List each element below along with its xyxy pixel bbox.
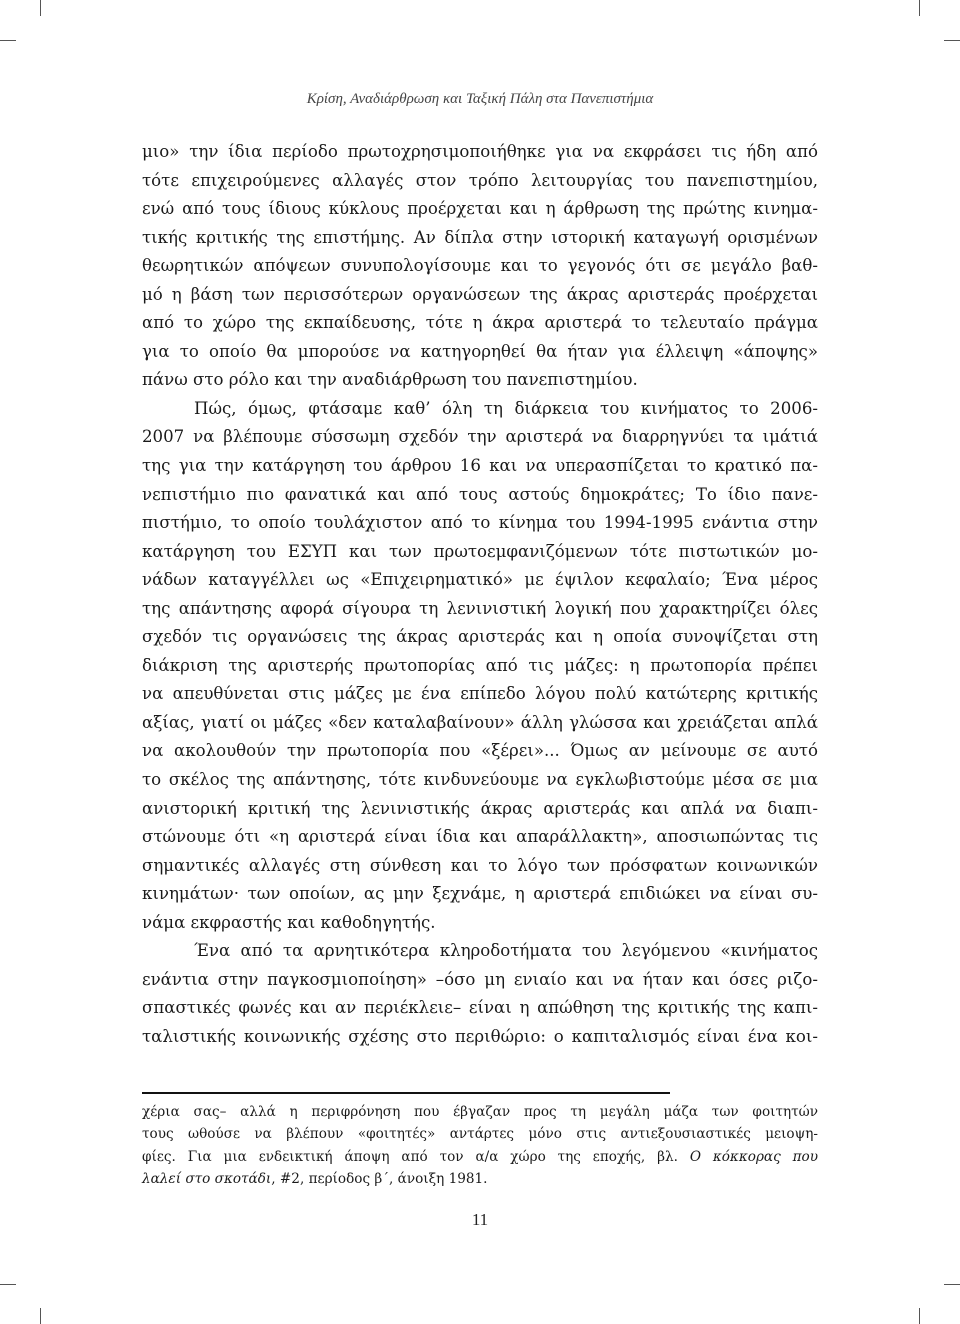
body-line: ταλιστικής κοινωνικής σχέσης στο περιθώριο: ο καπιταλισμός είναι ένα κοι-	[142, 1026, 818, 1046]
footnote-line	[142, 1146, 818, 1168]
body-line: ενάντια στην παγκοσμιοποίηση» –όσο μη ενιαίο και να ήταν και όσες ριζο-	[142, 969, 818, 989]
footnote-citation: , #2, περίοδος β΄, άνοιξη 1981.	[271, 1171, 488, 1188]
crop-mark-top-left	[40, 0, 41, 16]
footnote-title-italic-cont: λαλεί στο σκοτάδι	[142, 1171, 272, 1188]
crop-mark-top-right	[919, 0, 920, 16]
body-line: μό η βάση των περισσότερων οργανώσεων της άκρας αριστεράς προέρχεται	[142, 284, 818, 304]
body-line: νεπιστήμιο πιο φανατικά και από τους αστούς δημοκράτες; Το ίδιο πανε-	[142, 484, 818, 504]
footnote-line: χέρια σας– αλλά η περιφρόνηση που έβγαζαν προς τη μεγάλη μάζα των φοιτητών	[142, 1104, 818, 1120]
crop-mark-top-right-h	[944, 40, 960, 41]
body-text	[142, 138, 818, 1052]
body-line: σπαστικές φωνές και αν περιέκλειε– είναι η απώθηση της κριτικής της καπι-	[142, 998, 818, 1018]
body-line: κατάργηση του ΕΣΥΠ και των πρωτοεμφανιζόμενων τότε πιστωτικών μο-	[142, 541, 818, 561]
body-line: ενώ από τους ίδιους κύκλους προέρχεται και η άρθρωση της πρώτης κινημα-	[142, 199, 818, 219]
footnote-divider	[142, 1092, 670, 1094]
body-line: σημαντικές αλλαγές στη σύνθεση και το λόγο των πρόσφατων κοινωνικών	[142, 855, 818, 875]
crop-mark-bottom-left	[40, 1308, 41, 1324]
crop-mark-top-left-h	[0, 40, 16, 41]
body-line: ανιστορική κριτική της λενινιστικής άκρας αριστεράς και απλά να διαπι-	[142, 798, 818, 818]
crop-mark-bottom-right	[919, 1308, 920, 1324]
body-line: αξίας, γιατί οι μάζες «δεν καταλαβαίνουν» άλλη γλώσσα και χρειάζεται απλά	[142, 712, 818, 732]
footnote-line: τους ωθούσε να βλέπουν «φοιτητές» αντάρτες μόνο στις αντιεξουσιαστικές μειοψη-	[142, 1126, 818, 1143]
body-line: να απευθύνεται στις μάζες με ένα επίπεδο λόγου πολύ κατώτερης κριτικής	[142, 684, 818, 704]
body-line: νάδων καταγγέλλει ως «Επιχειρηματικό» με έψιλον κεφαλαίο; Ένα μέρος	[142, 570, 818, 590]
body-line: από το χώρο της εκπαίδευσης, τότε η άκρα αριστερά το τελευταίο πράγμα	[142, 313, 818, 333]
body-line: να ακολουθούν την πρωτοπορία που «ξέρει»... Όμως αν μείνουμε σε αυτό	[142, 741, 818, 761]
page-number: 11	[471, 1210, 489, 1229]
footnote-line-text: φίες. Για μια ενδεικτική άποψη από τον α/α χώρο της εποχής, βλ.	[142, 1148, 678, 1165]
body-line: 2007 να βλέπουμε σύσσωμη σχεδόν την αριστερά να διαρρηγνύει τα ιμάτιά	[142, 427, 818, 447]
body-line: τικής κριτικής της επιστήμης. Αν δίπλα στην ιστορική καταγωγή ορισμένων	[142, 227, 818, 247]
body-line: πάνω στο ρόλο και την αναδιάρθρωση του πανεπιστημίου.	[142, 370, 638, 390]
crop-mark-bottom-right-h	[944, 1284, 960, 1285]
body-line: μιο» την ίδια περίοδο πρωτοχρησιμοποιήθηκε για να εκφράσει τις ήδη από	[142, 142, 818, 161]
body-line: Πώς, όμως, φτάσαμε καθ’ όλη τη διάρκεια του κινήματος το 2006-	[194, 398, 818, 418]
footnote	[142, 1101, 818, 1191]
footnote-line	[142, 1168, 818, 1190]
running-header: Κρίση, Αναδιάρθρωση και Ταξική Πάλη στα Πανεπιστήμια	[306, 91, 654, 107]
crop-mark-bottom-left-h	[0, 1284, 16, 1285]
body-line: σχεδόν τις οργανώσεις της άκρας αριστεράς και η οποία συνοψίζεται στη	[142, 627, 818, 647]
body-line: πιστήμιο, το οποίο τουλάχιστον από το κίνημα του 1994-1995 ενάντια στην	[142, 513, 818, 533]
body-line: διάκριση της αριστερής πρωτοπορίας από τις μάζες: η πρωτοπορία πρέπει	[142, 655, 818, 675]
body-line: τότε επιχειρούμενες αλλαγές στον τρόπο λειτουργίας του πανεπιστημίου,	[142, 170, 818, 190]
body-line: θεωρητικών απόψεων συνυπολογίσουμε και το γεγονός ότι σε μεγάλο βαθ-	[142, 256, 818, 276]
body-line: κινημάτων· των οποίων, ας μην ξεχνάμε, η αριστερά επιδιώκει να είναι συ-	[142, 884, 818, 904]
footnote-title-italic: Ο κόκκορας που	[689, 1148, 818, 1165]
body-line: Ένα από τα αρνητικότερα κληροδοτήματα του λεγόμενου «κινήματος	[194, 941, 818, 961]
body-line: της απάντησης αφορά σίγουρα τη λενινιστική λογική που χαρακτηρίζει όλες	[142, 598, 818, 618]
body-line: στώνουμε ότι «η αριστερά είναι ίδια και απαράλλακτη», αποσιωπώντας τις	[142, 827, 818, 847]
body-line: το σκέλος της απάντησης, τότε κινδυνεύουμε να εγκλωβιστούμε μέσα σε μια	[142, 770, 818, 790]
body-line: νάμα εκφραστής και καθοδηγητής.	[142, 912, 436, 932]
body-line: της για την κατάργηση του άρθρου 16 και να υπερασπίζεται το κρατικό πα-	[142, 456, 818, 476]
body-line: για το οποίο θα μπορούσε να κατηγορηθεί θα ήταν για έλλειψη «άποψης»	[142, 341, 818, 361]
